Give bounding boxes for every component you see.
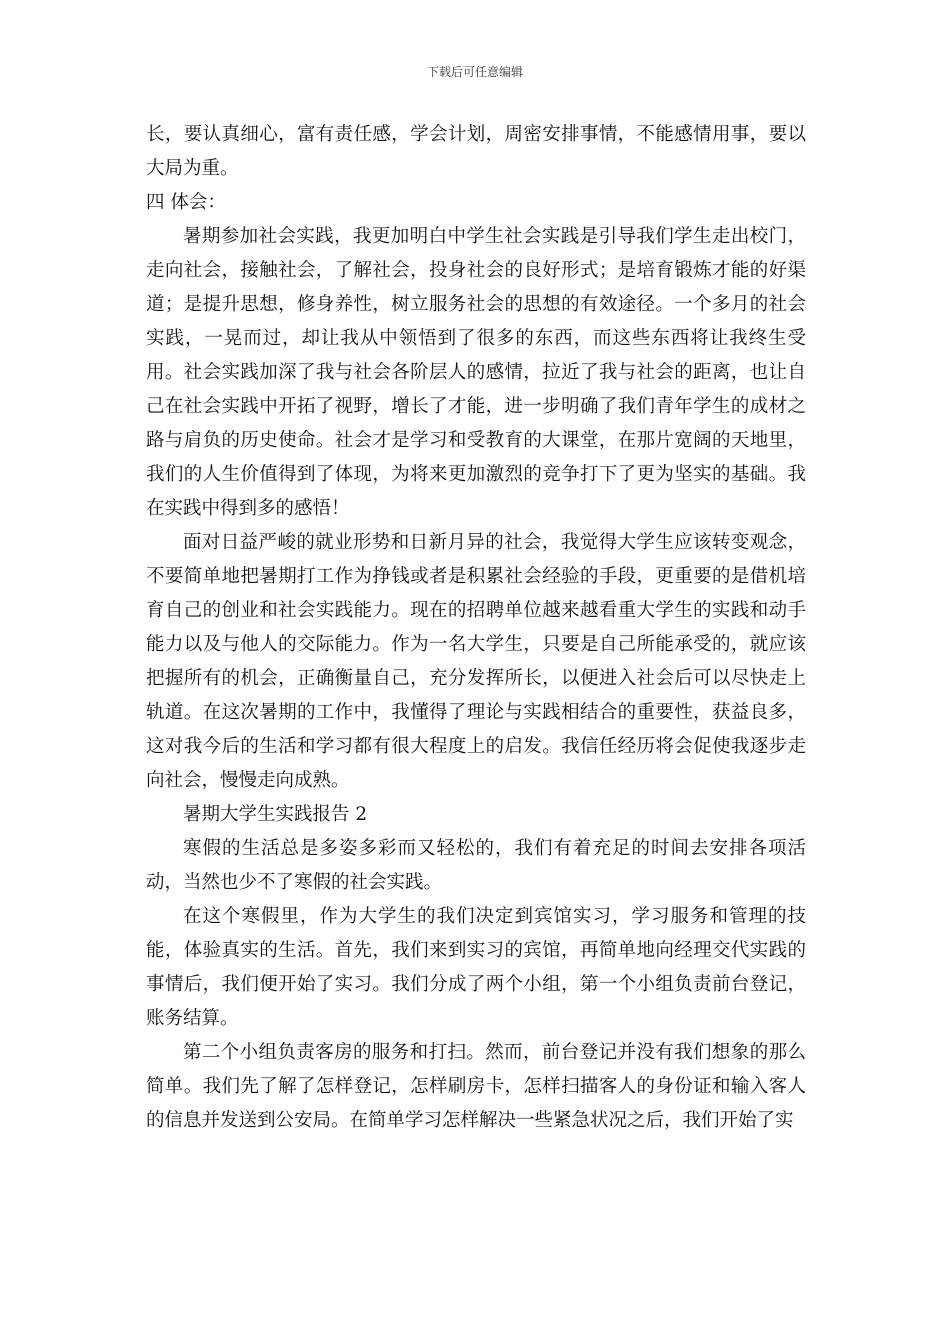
section-heading-reflection: 四 体会：: [146, 192, 226, 213]
paragraph: 第二个小组负责客房的服务和打扫。然而，前台登记并没有我们想象的那么简单。我们先了解了怎样登记，怎样刷房卡，怎样扫描客人的身份证和输入客人的信息并发送到公安局。在简单学习怎样解决一些紧急状况之后，我们开始了实: [146, 1042, 806, 1131]
paragraph: 寒假的生活总是多姿多彩而又轻松的，我们有着充足的时间去安排各项活动，当然也少不了寒假的社会实践。: [146, 838, 806, 893]
page-header: 下载后可任意编辑: [426, 65, 523, 79]
report-title: 暑期大学生实践报告 2: [183, 804, 368, 825]
paragraph: 面对日益严峻的就业形势和日新月异的社会，我觉得大学生应该转变观念，不要简单地把暑期打工作为挣钱或者是积累社会经验的手段，更重要的是借机培育自己的创业和社会实践能力。现在的招聘单位越来越看重大学生的实践和动手能力以及与他人的交际能力。作为一名大学生，只要是自己所能承受的，就应该把握所有的机会，正确衡量自己，充分发挥所长，以便进入社会后可以尽快走上轨道。在这次暑期的工作中，我懂得了理论与实践相结合的重要性，获益良多，这对我今后的生活和学习都有很大程度上的启发。我信任经历将会促使我逐步走向社会，慢慢走向成熟。: [146, 532, 806, 791]
paragraph: 暑期参加社会实践，我更加明白中学生社会实践是引导我们学生走出校门，走向社会，接触社会，了解社会，投身社会的良好形式；是培育锻炼才能的好渠道；是提升思想，修身养性，树立服务社会的思想的有效途径。一个多月的社会实践，一晃而过，却让我从中领悟到了很多的东西，而这些东西将让我终生受用。社会实践加深了我与社会各阶层人的感情，拉近了我与社会的距离，也让自己在社会实践中开拓了视野，增长了才能，进一步明确了我们青年学生的成材之路与肩负的历史使命。社会才是学习和受教育的大课堂，在那片宽阔的天地里，我们的人生价值得到了体现，为将来更加激烈的竞争打下了更为坚实的基础。我在实践中得到多的感悟！: [146, 226, 806, 519]
document-body: [146, 118, 806, 1138]
paragraph: 在这个寒假里，作为大学生的我们决定到宾馆实习，学习服务和管理的技能，体验真实的生活。首先，我们来到实习的宾馆，再简单地向经理交代实践的事情后，我们便开始了实习。我们分成了两个小组，第一个小组负责前台登记，账务结算。: [146, 906, 806, 1029]
paragraph-continuation: 长，要认真细心，富有责任感，学会计划，周密安排事情，不能感情用事，要以大局为重。: [146, 124, 806, 179]
